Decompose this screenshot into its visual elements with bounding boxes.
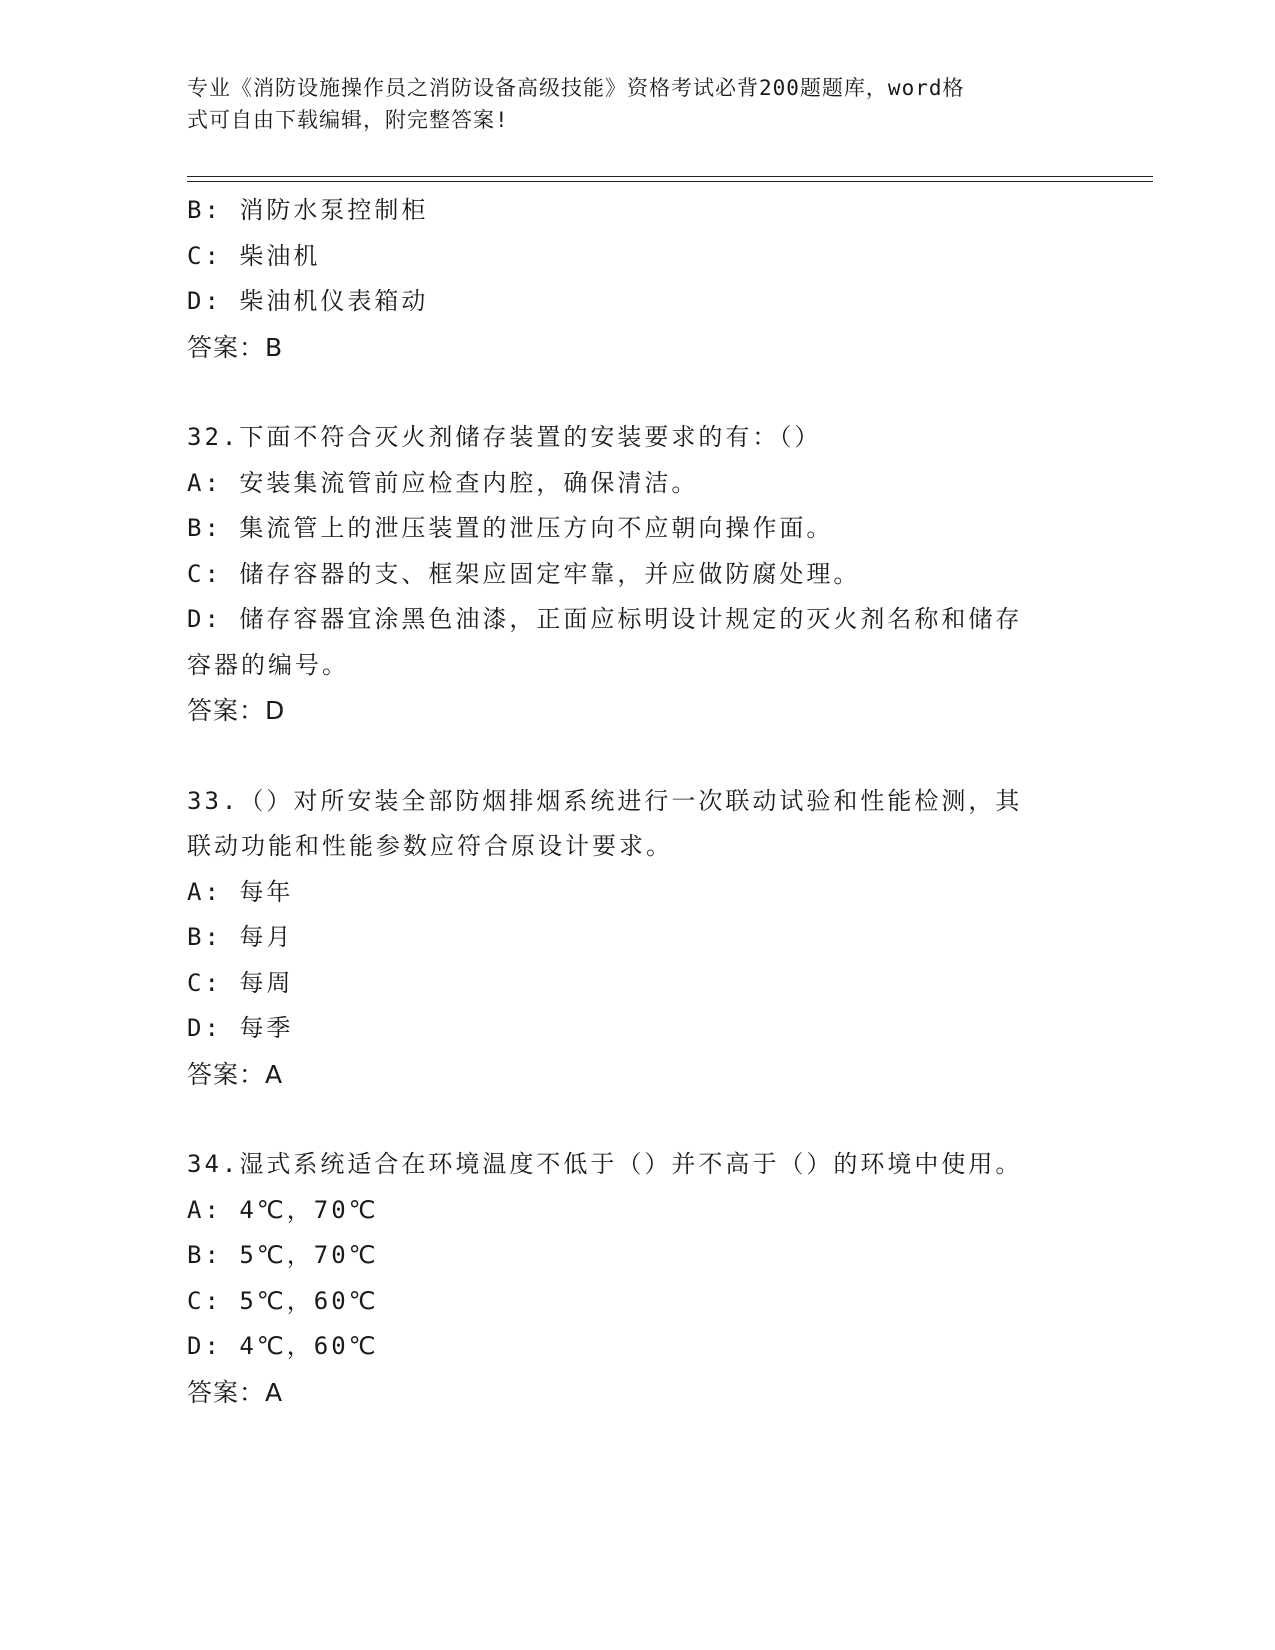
header-line-2: 式可自由下载编辑，附完整答案! bbox=[187, 108, 509, 132]
header-rule-top bbox=[187, 176, 1153, 177]
option-b: B: 每月 bbox=[187, 923, 294, 951]
answer: 答案：B bbox=[187, 332, 284, 362]
question-33-stem: 33.（）对所安装全部防烟排烟系统进行一次联动试验和性能检测，其 bbox=[187, 786, 1023, 815]
option-d: D: 储存容器宜涂黑色油漆，正面应标明设计规定的灭火剂名称和储存 bbox=[187, 605, 1023, 633]
header-rule-bottom bbox=[187, 181, 1153, 182]
option-c: C: 柴油机 bbox=[187, 241, 321, 270]
question-list bbox=[187, 188, 1087, 1415]
document-header bbox=[187, 72, 1067, 136]
question-33-stem-continuation: 联动功能和性能参数应符合原设计要求。 bbox=[187, 832, 673, 860]
option-c: C: 每周 bbox=[187, 968, 294, 997]
option-d: D: 柴油机仪表箱动 bbox=[187, 287, 429, 315]
answer: 答案：A bbox=[187, 1059, 284, 1089]
option-b: B: 集流管上的泄压装置的泄压方向不应朝向操作面。 bbox=[187, 514, 834, 542]
question-34-stem: 34.湿式系统适合在环境温度不低于（）并不高于（）的环境中使用。 bbox=[187, 1150, 1023, 1178]
option-b: B: 5℃，70℃ bbox=[187, 1241, 379, 1269]
option-c: C: 5℃，60℃ bbox=[187, 1286, 379, 1315]
question-32-stem: 32.下面不符合灭火剂储存装置的安装要求的有：（） bbox=[187, 423, 822, 451]
answer: 答案：D bbox=[187, 696, 286, 725]
option-b: B: 消防水泵控制柜 bbox=[187, 196, 429, 224]
option-a: A: 每年 bbox=[187, 877, 294, 906]
option-d: D: 4℃，60℃ bbox=[187, 1332, 379, 1360]
answer: 答案：A bbox=[187, 1377, 284, 1407]
option-d: D: 每季 bbox=[187, 1014, 294, 1042]
option-a: A: 安装集流管前应检查内腔，确保清洁。 bbox=[187, 468, 699, 497]
header-line-1: 专业《消防设施操作员之消防设备高级技能》资格考试必背200题题库，word格 bbox=[187, 76, 965, 100]
option-c: C: 储存容器的支、框架应固定牢靠，并应做防腐处理。 bbox=[187, 559, 861, 588]
option-d-continuation: 容器的编号。 bbox=[187, 650, 349, 679]
option-a: A: 4℃，70℃ bbox=[187, 1195, 379, 1224]
